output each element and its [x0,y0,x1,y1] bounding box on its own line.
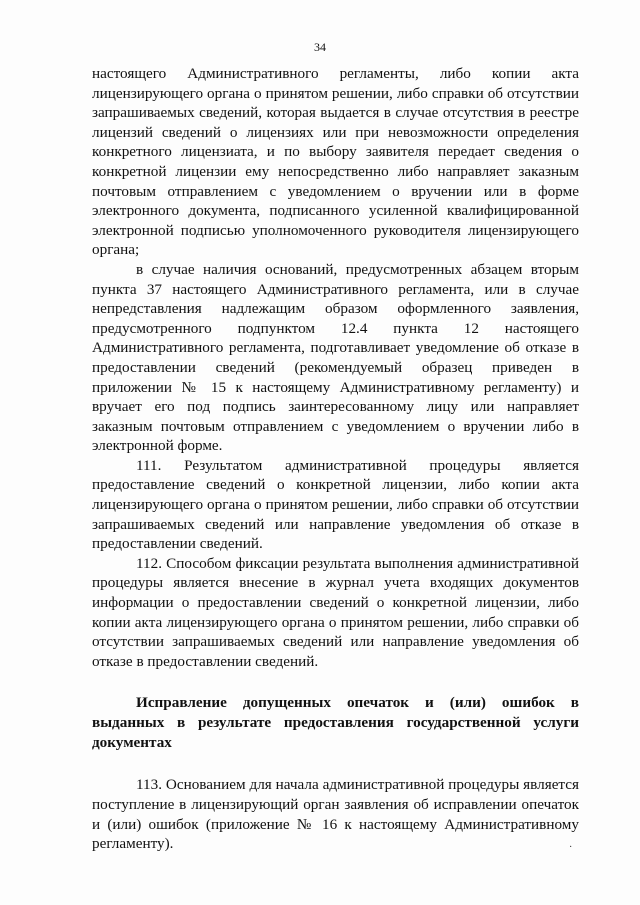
section-heading: Исправление допущенных опечаток и (или) ошибок в выданных в результате предоставления государственной услуги документах [92,694,579,752]
document-body [92,64,579,854]
spacer [92,753,579,775]
scan-speck: · [569,842,573,853]
paragraph-111: 111. Результатом административной процедуры является предоставление сведений о конкретной лицензии, либо копии акта лицензирующего органа о принятом решении, либо справки об отсутствии запрашиваемых сведений или направление уведомления об отказе в предоставлении сведений. [92,456,579,553]
paragraph-112: 112. Способом фиксации результата выполнения административной процедуры является внесение в журнал учета входящих документов информации о предоставлении сведений о конкретной лицензии, либо копии акта лицензирующего органа о принятом решении, либо справки об отсутствии запрашиваемых сведений или направление уведомления об отказе в предоставлении сведений. [92,554,579,670]
paragraph-113: 113. Основанием для начала административной процедуры является поступление в лицензирующий орган заявления об исправлении опечаток и (или) ошибок (приложение № 16 к настоящему Административному регламенту). [92,776,579,853]
page-number: 34 [314,40,326,54]
paragraph-continuation: настоящего Административного регламенты, либо копии акта лицензирующего органа о принятом решении, либо справки об отсутствии запрашиваемых сведений, которая выдается в случае отсутствия в реестре лицензий сведений о лицензиях или при невозможности определения конкретного лицензиата, и по выбору заявителя передает сведения о конкретной лицензии ему непосредственно либо направляет заказным почтовым отправлением с уведомлением о вручении или в форме электронного документа, подписанного усиленной квалифицированной электронной подписью уполномоченного руководителя лицензирующего органа; [92,65,579,259]
paragraph-refusal-case: в случае наличия оснований, предусмотренных абзацем вторым пункта 37 настоящего Административного регламента, или в случае непредставления надлежащим образом оформленного заявления, предусмотренного подпунктом 12.4 пункта 12 настоящего Административного регламента, подготавливает уведомление об отказе в предоставлении сведений (рекомендуемый образец приведен в приложении № 15 к настоящему Административному регламенту) и вручает его под подпись заинтересованному лицу или направляет заказным почтовым отправлением с уведомлением о вручении либо в электронной форме. [92,260,579,455]
